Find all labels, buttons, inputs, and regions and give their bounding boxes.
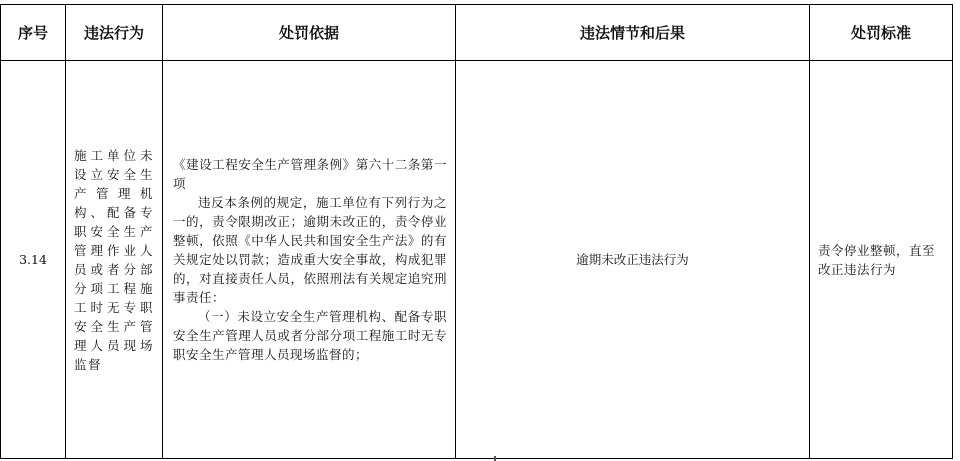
basis-cell: [163, 61, 456, 459]
table-row: [1, 61, 953, 459]
penalty-table: [0, 4, 953, 459]
circumstances-cell: 逾期未改正违法行为: [456, 61, 810, 459]
basis-paragraph-2: （一）未设立安全生产管理机构、配备专职安全生产管理人员或者分部分项工程施工时无专职安全生产管理人员现场监督的；: [173, 309, 447, 362]
header-circumstances: 违法情节和后果: [456, 5, 810, 61]
violation-cell: 施工单位未设立安全生产管理机构、配备专职安全生产管理作业人员或者分部分项工程施工时无专职安全生产管理人员现场监督: [66, 61, 163, 459]
standard-cell: 责令停业整顿，直至改正违法行为: [810, 61, 953, 459]
basis-paragraph-1: 违反本条例的规定，施工单位有下列行为之一的，责令限期改正；逾期未改正的，责令停业整顿，依照《中华人民共和国安全生产法》的有关规定处以罚款；造成重大安全事故，构成犯罪的，对直接责任人员，依照刑法有关规定追究刑事责任：: [173, 195, 447, 305]
header-violation: 违法行为: [66, 5, 163, 61]
header-row: [1, 5, 953, 61]
basis-reference: 《建设工程安全生产管理条例》第六十二条第一项: [173, 157, 447, 191]
header-no: 序号: [1, 5, 66, 61]
penalty-table-wrapper: [0, 4, 952, 459]
header-basis: 处罚依据: [163, 5, 456, 61]
row-number: 3.14: [1, 61, 66, 459]
header-standard: 处罚标准: [810, 5, 953, 61]
edge-marker: [494, 456, 496, 461]
